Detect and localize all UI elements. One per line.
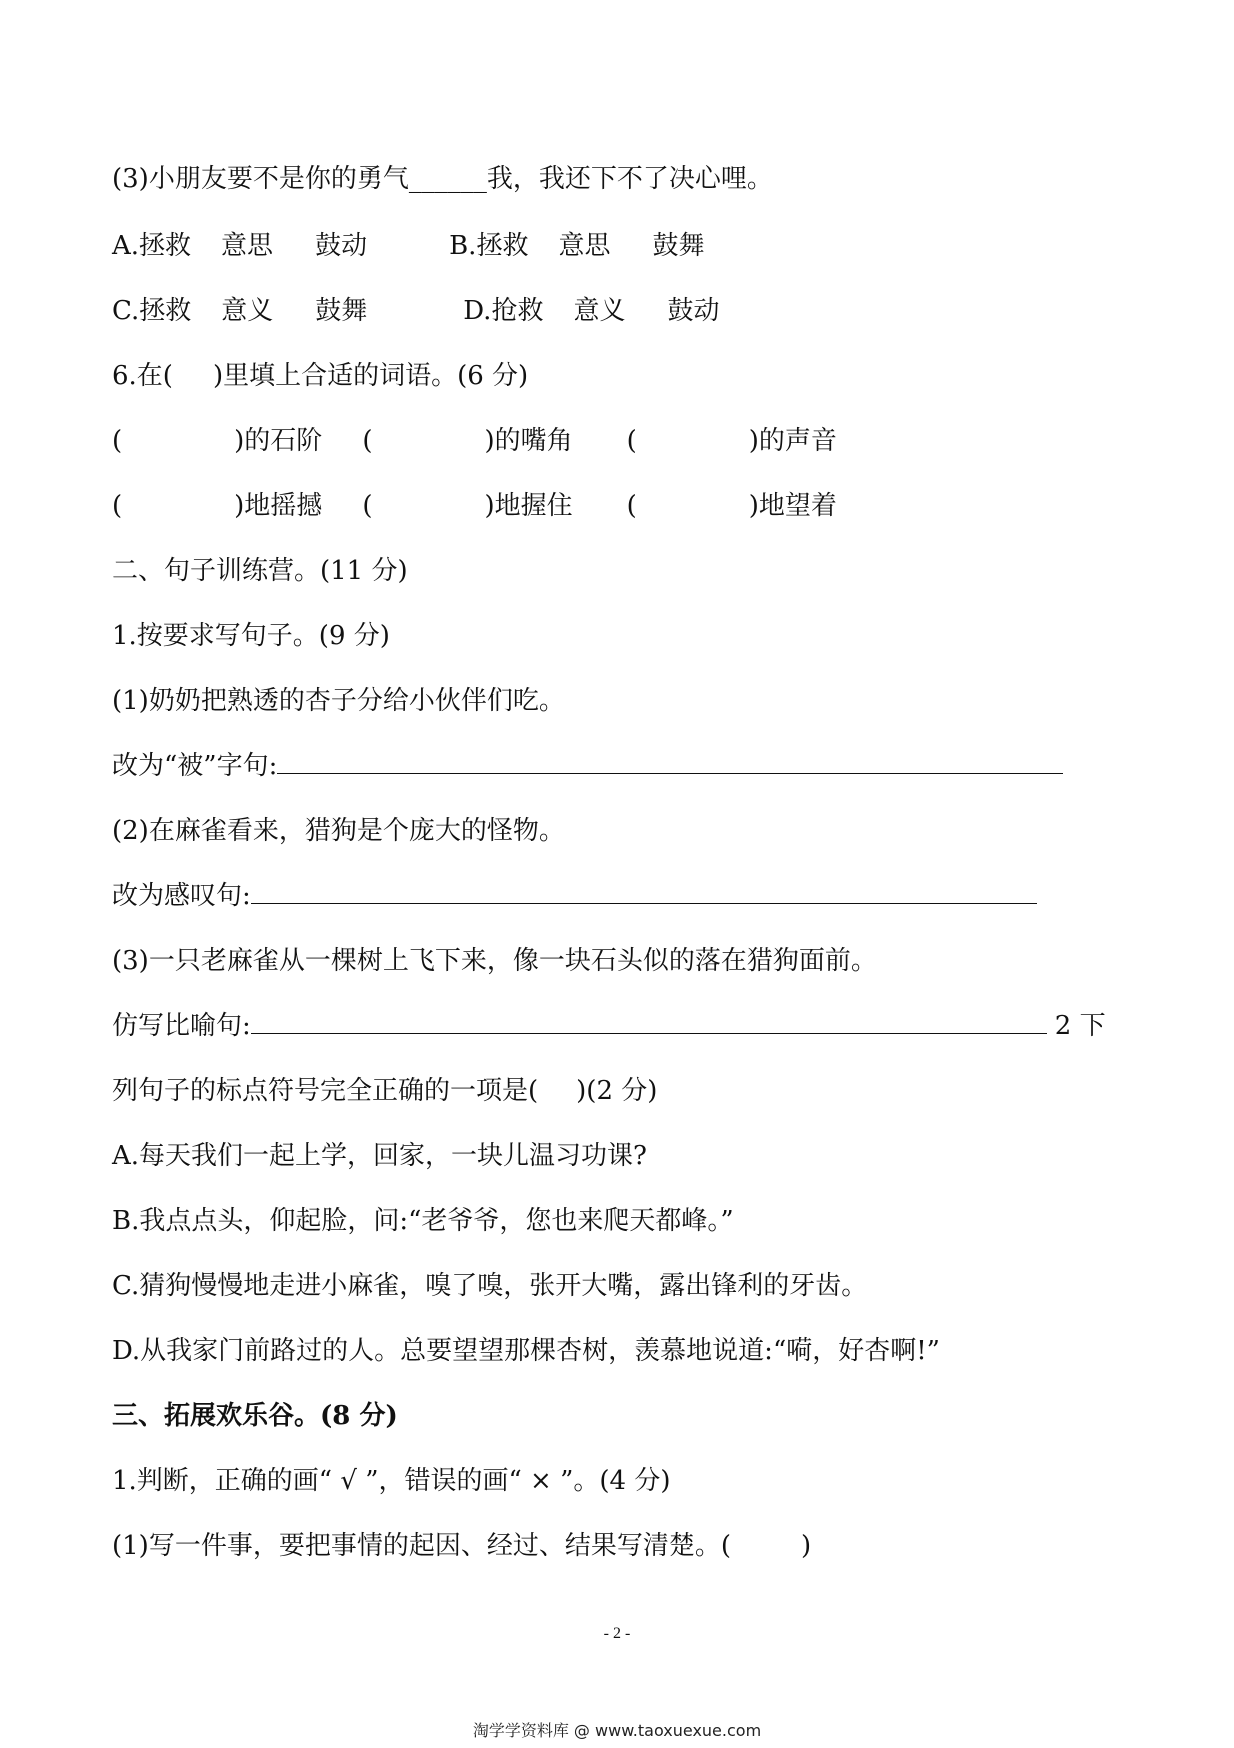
q5-3-suffix: 我，我还下不了决心哩。	[486, 164, 773, 194]
s2-sentence-3: (3)一只老麻雀从一棵树上飞下来，像一块石头似的落在猎狗面前。	[112, 946, 877, 976]
s2-sentence-2: (2)在麻雀看来，猎狗是个庞大的怪物。	[112, 816, 565, 846]
answer-line-2[interactable]	[251, 879, 1037, 904]
option-d-label: D.抢救	[463, 296, 544, 326]
s2-sentence-1: (1)奶奶把熟透的杏子分给小伙伴们吃。	[112, 686, 565, 716]
site-footer: 淘学学资料库 @ www.taoxuexue.com	[472, 1721, 762, 1740]
s2-task-3-label: 仿写比喻句:	[112, 1011, 251, 1041]
s3-statement-1-close: )	[800, 1531, 812, 1561]
option-b-word2: 意思	[558, 231, 611, 261]
q6-r2-item-3: )地望着	[748, 491, 837, 521]
s2-task-1	[112, 749, 1063, 783]
q6-r2-open-2: (	[362, 491, 373, 521]
q5-options-row-ab	[112, 229, 704, 263]
option-b-word3: 鼓舞	[652, 231, 705, 261]
option-c-word2: 意义	[221, 296, 274, 326]
q5-options-row-cd	[112, 294, 719, 328]
q6-r2-item-2: )地握住	[484, 491, 573, 521]
q5-3-prefix: (3)小朋友要不是你的勇气	[112, 164, 409, 194]
s2-task-3	[112, 1009, 1106, 1043]
s2-option-d: D.从我家门前路过的人。总要望望那棵杏树，羡慕地说道:“嗬，好杏啊!”	[112, 1336, 940, 1366]
q6-fill-row-2	[112, 489, 837, 523]
s2-task-2-label: 改为感叹句:	[112, 881, 251, 911]
q6-r1-item-1: )的石阶	[234, 426, 323, 456]
question-6-title	[112, 359, 528, 393]
q6-r2-open-1: (	[112, 491, 123, 521]
option-a-word3: 鼓动	[315, 231, 368, 261]
option-b-label: B.拯救	[449, 231, 529, 261]
s2-question-2-line	[112, 1074, 657, 1108]
s2-option-c: C.猜狗慢慢地走进小麻雀，嗅了嗅，张开大嘴，露出锋利的牙齿。	[112, 1271, 868, 1301]
q6-r1-item-3: )的声音	[748, 426, 837, 456]
option-a-label: A.拯救	[112, 231, 192, 261]
option-d-word3: 鼓动	[667, 296, 720, 326]
q5-3-blank: ______	[408, 164, 487, 194]
q6-r1-open-1: (	[112, 426, 123, 456]
q6-title-suffix: )里填上合适的词语。(6 分)	[212, 361, 529, 391]
s2-task-1-label: 改为“被”字句:	[112, 751, 278, 781]
answer-line-1[interactable]	[277, 749, 1063, 774]
q6-title-prefix: 6.在(	[112, 361, 173, 391]
s3-statement-1-text: (1)写一件事，要把事情的起因、经过、结果写清楚。(	[112, 1531, 731, 1561]
option-c-word3: 鼓舞	[315, 296, 368, 326]
q6-r1-open-3: (	[626, 426, 637, 456]
page-number: - 2 -	[603, 1625, 631, 1642]
s2-question-2-start: 2 下	[1054, 1011, 1106, 1041]
option-d-word2: 意义	[573, 296, 626, 326]
section-2-heading: 二、句子训练营。(11 分)	[112, 556, 408, 586]
s2-option-a: A.每天我们一起上学，回家，一块儿温习功课?	[112, 1141, 647, 1171]
answer-line-3[interactable]	[251, 1009, 1047, 1034]
s3-statement-1	[112, 1529, 811, 1563]
q6-r2-item-1: )地摇撼	[234, 491, 323, 521]
option-a-word2: 意思	[221, 231, 274, 261]
question-5-3	[112, 162, 773, 196]
option-c-label: C.拯救	[112, 296, 192, 326]
s2-task-2	[112, 879, 1037, 913]
q6-r1-item-2: )的嘴角	[484, 426, 573, 456]
q6-r1-open-2: (	[362, 426, 373, 456]
section-3-heading: 三、拓展欢乐谷。(8 分)	[112, 1401, 398, 1431]
s2-question-1-title: 1.按要求写句子。(9 分)	[112, 621, 390, 651]
q6-fill-row-1	[112, 424, 837, 458]
s2-q2-prefix: 列句子的标点符号完全正确的一项是(	[112, 1076, 539, 1106]
q6-r2-open-3: (	[626, 491, 637, 521]
s2-q2-suffix: )(2 分)	[576, 1076, 658, 1106]
s2-option-b: B.我点点头，仰起脸，问:“老爷爷，您也来爬天都峰。”	[112, 1206, 734, 1236]
s3-question-1-title: 1.判断，正确的画“ √ ”，错误的画“ × ”。(4 分)	[112, 1466, 671, 1496]
